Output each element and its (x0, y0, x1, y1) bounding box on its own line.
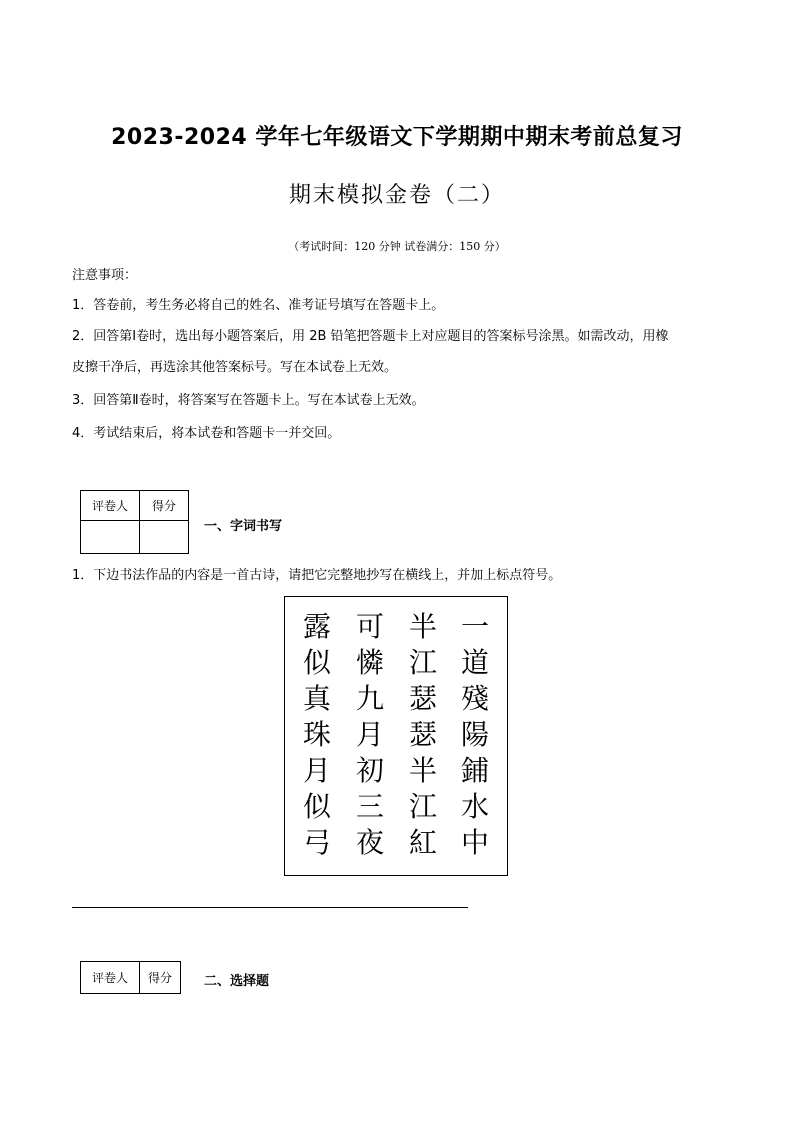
calligraphy-char: 江 (408, 790, 437, 823)
calligraphy-char: 瑟 (408, 682, 437, 715)
calligraphy-column (453, 609, 497, 861)
calligraphy-char: 真 (302, 682, 331, 715)
calligraphy-char: 可 (355, 610, 384, 643)
score-table (80, 490, 189, 554)
grader-cell[interactable] (81, 521, 140, 554)
calligraphy-char: 紅 (408, 826, 437, 859)
question-text: 1．下边书法作品的内容是一首古诗，请把它完整地抄写在横线上，并加上标点符号。 (72, 568, 562, 583)
calligraphy-char: 半 (408, 610, 437, 643)
score-cell[interactable] (140, 521, 189, 554)
grader-label: 评卷人 (81, 962, 140, 994)
page-subtitle: 期末模拟金卷（二） (288, 183, 505, 208)
notice-item: 4．考试结束后，将本试卷和答题卡一并交回。 (72, 426, 341, 441)
calligraphy-char: 初 (355, 754, 384, 787)
calligraphy-column (401, 609, 445, 861)
calligraphy-char: 弓 (302, 826, 331, 859)
calligraphy-char: 憐 (355, 646, 384, 679)
notice-item: 1．答卷前，考生务必将自己的姓名、准考证号填写在答题卡上。 (72, 298, 445, 313)
calligraphy-char: 露 (302, 610, 331, 643)
calligraphy-char: 半 (408, 754, 437, 787)
section-heading: 二、选择题 (204, 974, 270, 989)
calligraphy-char: 月 (355, 718, 384, 751)
calligraphy-char: 珠 (302, 718, 331, 751)
section-heading: 一、字词书写 (204, 519, 283, 534)
calligraphy-char: 陽 (460, 718, 489, 751)
calligraphy-column (295, 609, 339, 861)
calligraphy-char: 鋪 (460, 754, 489, 787)
calligraphy-char: 三 (355, 790, 384, 823)
calligraphy-artwork (284, 596, 508, 876)
notice-item: 3．回答第Ⅱ卷时，将答案写在答题卡上。写在本试卷上无效。 (72, 393, 425, 408)
score-label: 得分 (140, 962, 181, 994)
notice-heading: 注意事项： (72, 268, 138, 283)
calligraphy-char: 江 (408, 646, 437, 679)
notice-item: 2．回答第Ⅰ卷时，选出每小题答案后，用 2B 铅笔把答题卡上对应题目的答案标号涂黑。如需改动，用橡 (72, 329, 669, 344)
calligraphy-char: 一 (460, 610, 489, 643)
calligraphy-char: 九 (355, 682, 384, 715)
calligraphy-char: 中 (460, 826, 489, 859)
calligraphy-char: 夜 (355, 826, 384, 859)
score-label: 得分 (140, 491, 189, 521)
calligraphy-char: 殘 (460, 682, 489, 715)
answer-line[interactable] (72, 907, 468, 908)
score-table (80, 961, 181, 994)
calligraphy-char: 月 (302, 754, 331, 787)
calligraphy-char: 似 (302, 790, 331, 823)
exam-info: （考试时间：120 分钟 试卷满分：150 分） (288, 240, 506, 253)
calligraphy-char: 瑟 (408, 718, 437, 751)
page-title: 2023-2024 学年七年级语文下学期期中期末考前总复习 (111, 125, 683, 150)
grader-label: 评卷人 (81, 491, 140, 521)
calligraphy-column (348, 609, 392, 861)
notice-item: 皮擦干净后，再选涂其他答案标号。写在本试卷上无效。 (72, 360, 398, 375)
calligraphy-char: 水 (460, 790, 489, 823)
calligraphy-char: 似 (302, 646, 331, 679)
calligraphy-char: 道 (460, 646, 489, 679)
